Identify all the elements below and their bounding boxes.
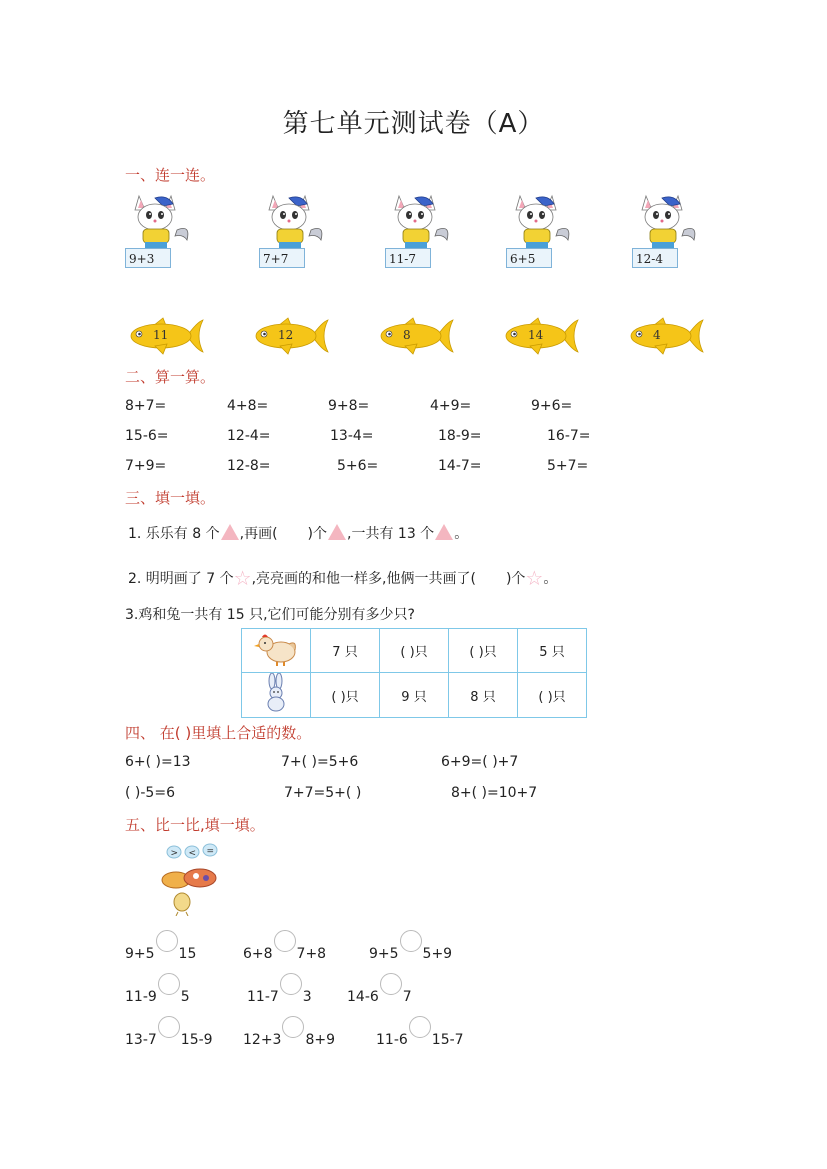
cat-card[interactable] (385, 190, 455, 266)
cat-icon (385, 190, 455, 252)
table-cell: 5 只 (518, 629, 587, 673)
compare-left: 13-7 (125, 1032, 157, 1048)
calc-item[interactable]: 13-4= (330, 428, 374, 444)
expression-box: 11-7 (385, 248, 431, 268)
compare-left: 11-6 (376, 1032, 408, 1048)
compare-right: 8+9 (305, 1032, 335, 1048)
cat-icon (632, 190, 702, 252)
q2-text-d: 。 (543, 571, 558, 587)
table-cell[interactable]: ( )只 (449, 629, 518, 673)
calc-item[interactable]: 5+6= (337, 458, 379, 474)
compare-illustration (156, 842, 226, 916)
compare-item (376, 1024, 464, 1048)
compare-right: 5+9 (422, 946, 453, 962)
star-icon: ☆ (233, 566, 252, 590)
cat-card[interactable] (259, 190, 329, 266)
compare-right: 15-9 (180, 1032, 213, 1048)
fill-item[interactable]: ( )-5=6 (125, 785, 175, 801)
cat-card[interactable] (125, 190, 195, 266)
cat-icon (259, 190, 329, 252)
fish-card[interactable] (375, 316, 455, 360)
fish-card[interactable] (500, 316, 580, 360)
fish-card[interactable] (250, 316, 330, 360)
table-cell: 8 只 (449, 673, 518, 718)
expression-box: 6+5 (506, 248, 552, 268)
fill-item[interactable]: 7+( )=5+6 (281, 754, 359, 770)
compare-right: 15 (178, 946, 197, 962)
compare-item (125, 938, 196, 962)
fill-item[interactable]: 7+7=5+( ) (284, 785, 362, 801)
q2-text-a: 2. 明明画了 7 个 (128, 571, 234, 587)
section-3-heading: 三、填一填。 (125, 489, 216, 507)
compare-circle[interactable] (380, 973, 402, 995)
question-3: 3.鸡和兔一共有 15 只,它们可能分别有多少只? (125, 607, 415, 623)
fish-number: 4 (653, 328, 661, 342)
expression-box: 9+3 (125, 248, 171, 268)
chicken-rabbit-table (241, 628, 587, 718)
section-2-heading: 二、算一算。 (125, 368, 216, 386)
cat-icon (125, 190, 195, 252)
compare-circle[interactable] (158, 1016, 180, 1038)
fish-number: 14 (528, 328, 544, 342)
compare-right: 15-7 (431, 1032, 464, 1048)
star-icon: ☆ (525, 566, 544, 590)
compare-item (125, 1024, 213, 1048)
fill-item[interactable]: 6+9=( )+7 (441, 754, 519, 770)
question-2 (128, 566, 557, 590)
table-cell[interactable]: ( )只 (380, 629, 449, 673)
greater-than-symbol: > (170, 848, 179, 859)
compare-circle[interactable] (274, 930, 296, 952)
fish-number: 8 (403, 328, 411, 342)
compare-left: 12+3 (243, 1032, 282, 1048)
expression-box: 7+7 (259, 248, 305, 268)
compare-circle[interactable] (280, 973, 302, 995)
fish-icon (625, 316, 705, 356)
calc-item[interactable]: 5+7= (547, 458, 589, 474)
table-cell[interactable]: ( )只 (311, 673, 380, 718)
q1-text-c: )个 (307, 526, 328, 542)
fill-item[interactable]: 8+( )=10+7 (451, 785, 538, 801)
cat-icon (506, 190, 576, 252)
compare-left: 11-7 (247, 989, 279, 1005)
section-1-heading: 一、连一连。 (125, 166, 216, 184)
compare-circle[interactable] (282, 1016, 304, 1038)
compare-item (347, 981, 412, 1005)
compare-circle[interactable] (156, 930, 178, 952)
table-row-rabbit (242, 673, 587, 718)
section-5-heading: 五、比一比,填一填。 (125, 816, 265, 834)
compare-right: 5 (180, 989, 190, 1005)
compare-item (247, 981, 312, 1005)
fish-icon (375, 316, 455, 356)
calc-item[interactable]: 4+9= (430, 398, 472, 414)
compare-item (243, 938, 326, 962)
compare-circle[interactable] (400, 930, 422, 952)
less-than-symbol: < (188, 848, 197, 859)
compare-right: 7 (402, 989, 412, 1005)
compare-left: 11-9 (125, 989, 157, 1005)
q2-text-c: )个 (505, 571, 526, 587)
table-cell: 7 只 (311, 629, 380, 673)
calc-item[interactable]: 12-4= (227, 428, 271, 444)
q1-text-a: 1. 乐乐有 8 个 (128, 526, 220, 542)
table-cell: 9 只 (380, 673, 449, 718)
cat-card[interactable] (506, 190, 576, 266)
fish-card[interactable] (625, 316, 705, 360)
expression-box: 12-4 (632, 248, 678, 268)
chicken-icon-cell (242, 629, 311, 673)
equals-symbol: = (206, 846, 215, 857)
q1-text-b: ,再画( (239, 526, 278, 542)
calc-item[interactable]: 7+9= (125, 458, 167, 474)
rabbit-icon (256, 673, 296, 713)
calc-item[interactable]: 9+6= (531, 398, 573, 414)
compare-item (369, 938, 452, 962)
fish-number: 11 (153, 328, 169, 342)
cat-card[interactable] (632, 190, 702, 266)
calc-item[interactable]: 9+8= (328, 398, 370, 414)
compare-right: 7+8 (296, 946, 327, 962)
calc-item[interactable]: 8+7= (125, 398, 167, 414)
compare-illustration-icon (156, 842, 226, 916)
page-title: 第七单元测试卷（A） (282, 109, 545, 139)
section-4-heading: 四、 在( )里填上合适的数。 (125, 724, 312, 742)
triangle-icon (328, 524, 346, 540)
compare-left: 9+5 (125, 946, 155, 962)
calc-item[interactable]: 18-9= (438, 428, 482, 444)
table-cell[interactable]: ( )只 (518, 673, 587, 718)
q1-text-e: 。 (454, 526, 469, 542)
compare-right: 3 (302, 989, 312, 1005)
q2-text-b: ,亮亮画的和他一样多,他俩一共画了( (251, 571, 476, 587)
calc-item[interactable]: 12-8= (227, 458, 271, 474)
compare-left: 6+8 (243, 946, 273, 962)
calc-item[interactable]: 15-6= (125, 428, 169, 444)
calc-item[interactable]: 14-7= (438, 458, 482, 474)
table-row-chicken (242, 629, 587, 673)
fish-number: 12 (278, 328, 294, 342)
compare-item (243, 1024, 335, 1048)
compare-circle[interactable] (409, 1016, 431, 1038)
compare-circle[interactable] (158, 973, 180, 995)
compare-left: 9+5 (369, 946, 399, 962)
rabbit-icon-cell (242, 673, 311, 718)
calc-item[interactable]: 16-7= (547, 428, 591, 444)
question-1 (128, 523, 468, 543)
q1-text-d: ,一共有 13 个 (347, 526, 435, 542)
triangle-icon (435, 524, 453, 540)
calc-item[interactable]: 4+8= (227, 398, 269, 414)
fish-card[interactable] (125, 316, 205, 360)
triangle-icon (221, 524, 239, 540)
compare-item (125, 981, 190, 1005)
chicken-icon (251, 630, 301, 668)
compare-left: 14-6 (347, 989, 379, 1005)
fill-item[interactable]: 6+( )=13 (125, 754, 191, 770)
